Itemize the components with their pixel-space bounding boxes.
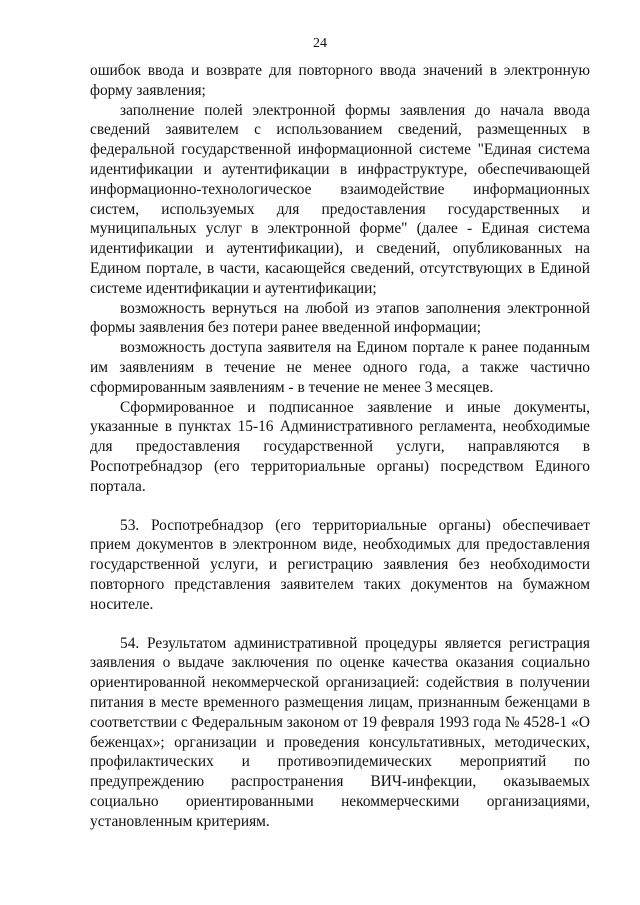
paragraph-submission: Сформированное и подписанное заявление и иные документы, указанные в пунктах 15-16 Административного регламента, необходимые для предоставления государственной услуги, направляются в Роспотребнадзор (его территориальные органы) посредством Единого портала. bbox=[90, 398, 590, 495]
body-text bbox=[90, 61, 590, 831]
paragraph-return-to-step: возможность вернуться на любой из этапов заполнения электронной формы заявления без потери ранее введенной информации; bbox=[90, 299, 590, 337]
paragraph-gap bbox=[90, 615, 590, 634]
paragraph-continuation: ошибок ввода и возврате для повторного ввода значений в электронную форму заявления; bbox=[90, 62, 590, 99]
page-number: 24 bbox=[313, 36, 327, 51]
paragraph-53: 53. Роспотребнадзор (его территориальные органы) обеспечивает прием документов в электронном виде, необходимых для предоставления государственной услуги, и регистрацию заявления без необходимости повторного представления заявителем таких документов на бумажном носителе. bbox=[90, 516, 590, 613]
paragraph-access-previous: возможность доступа заявителя на Едином портале к ранее поданным им заявлениям в течение не менее одного года, а также частично сформированным заявлениям - в течение не менее 3 месяцев. bbox=[90, 339, 590, 396]
paragraph-gap bbox=[90, 497, 590, 516]
paragraph-form-autofill: заполнение полей электронной формы заявления до начала ввода сведений заявителем с использованием сведений, размещенных в федеральной государственной информационной системе "Единая система идентификации и аутентификации в инфраструктуре, обеспечивающей информационно-технологическое взаимодействие информационных систем, используемых для предоставления государственных и муниципальных услуг в электронной форме" (далее - Единая система идентификации и аутентификации), и сведений, опубликованных на Едином портале, в части, касающейся сведений, отсутствующих в Единой системе идентификации и аутентификации; bbox=[90, 101, 590, 297]
paragraph-54: 54. Результатом административной процедуры является регистрация заявления о выдаче заключения по оценке качества оказания социально ориентированной некоммерческой организацией: содействия в получении питания в месте временного размещения лицам, признанным беженцами в соответствии с Федеральным законом от 19 февраля 1993 года № 4528-1 «О беженцах»; организации и проведения консультативных, методических, профилактических и противоэпидемических мероприятий по предупреждению распространения ВИЧ-инфекции, оказываемых социально ориентированными некоммерческими организациями, установленным критериям. bbox=[90, 634, 590, 830]
